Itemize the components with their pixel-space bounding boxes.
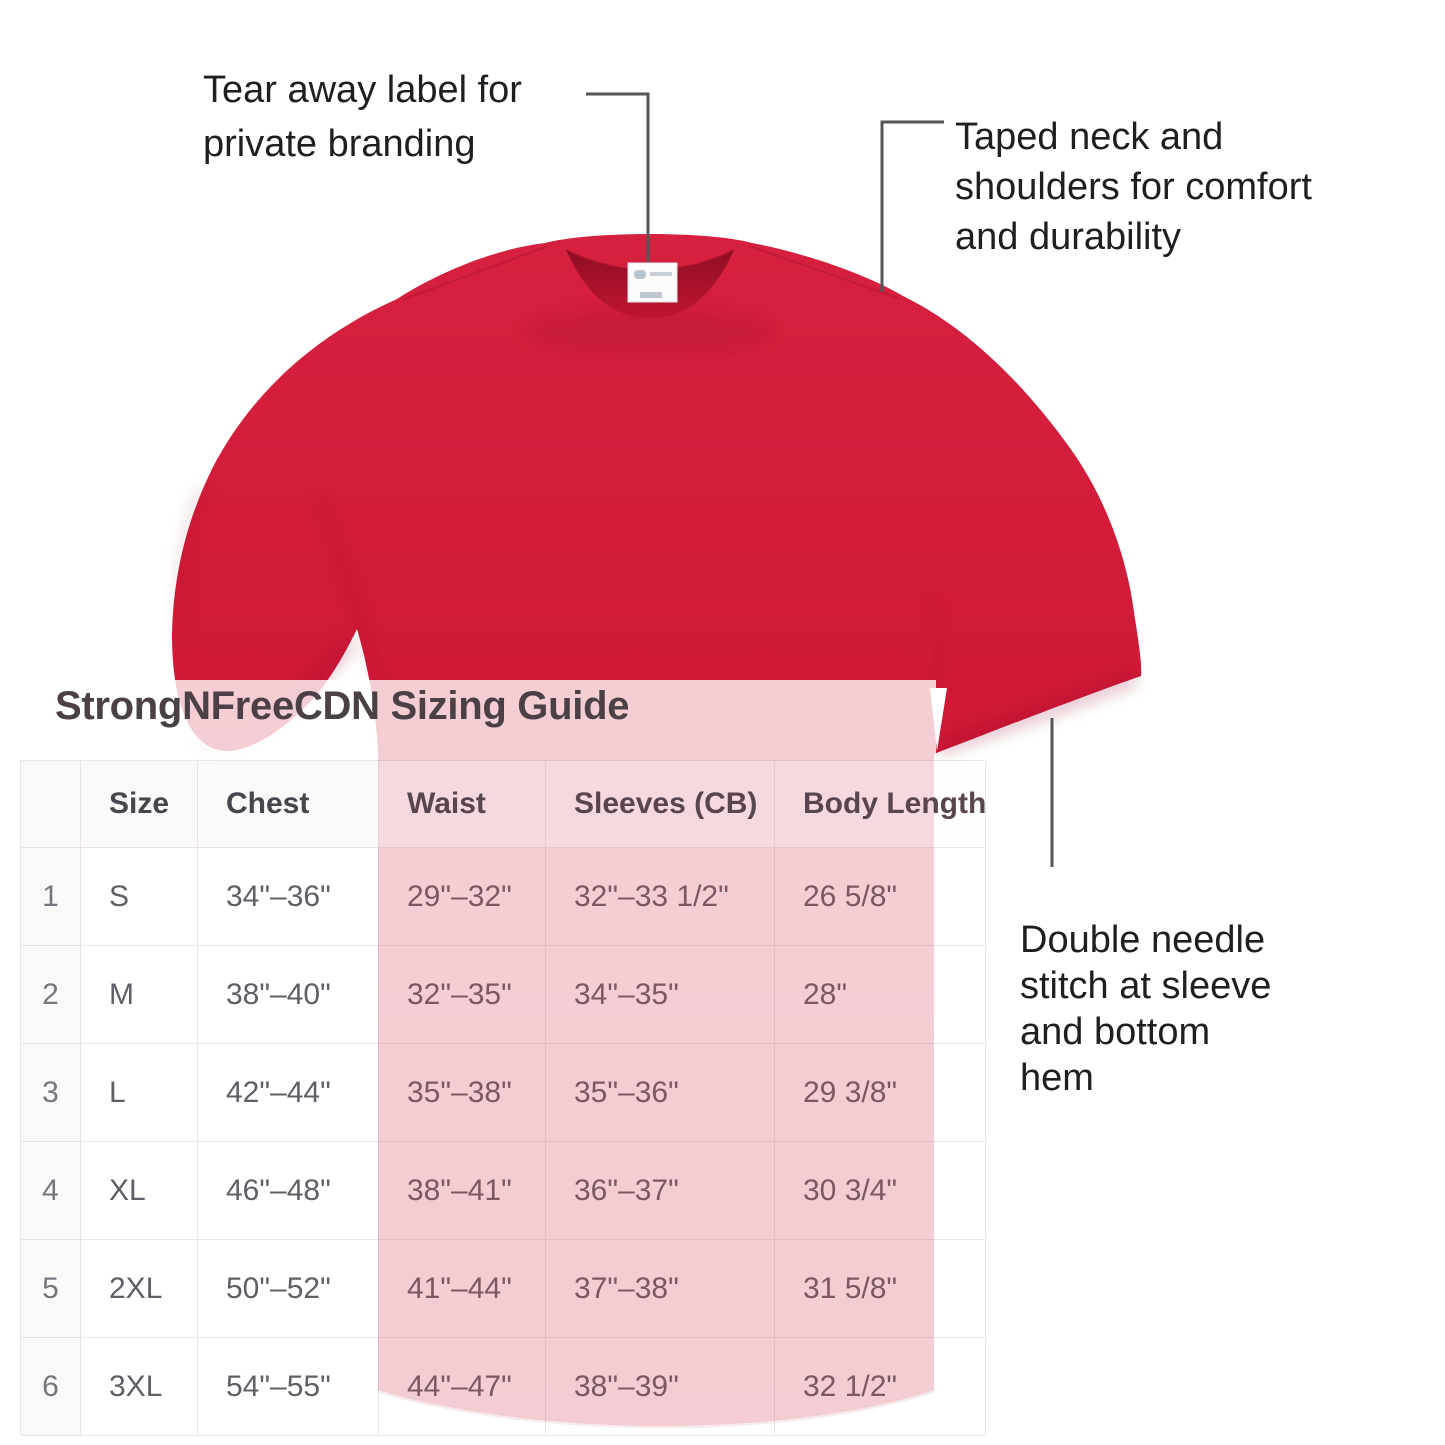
table-cell: 35"–36" [546, 1044, 775, 1142]
table-cell: 36"–37" [546, 1142, 775, 1240]
table-cell: 6 [21, 1338, 81, 1436]
table-cell: 3 [21, 1044, 81, 1142]
table-cell: M [81, 946, 198, 1044]
table-cell: 44"–47" [379, 1338, 546, 1436]
callout-line: stitch at sleeve [1020, 965, 1272, 1007]
callout-line: and durability [955, 216, 1182, 258]
table-cell: 38"–39" [546, 1338, 775, 1436]
callout-line: Double needle [1020, 919, 1266, 961]
table-cell: 4 [21, 1142, 81, 1240]
table-cell: 30 3/4" [775, 1142, 986, 1240]
table-cell: 2 [21, 946, 81, 1044]
callout-tear-away-label [203, 63, 522, 171]
callout-line: Taped neck and [955, 116, 1224, 158]
table-cell: 3XL [81, 1338, 198, 1436]
callout-double-needle [1020, 917, 1271, 1101]
table-cell: 35"–38" [379, 1044, 546, 1142]
table-cell: 38"–41" [379, 1142, 546, 1240]
table-cell: 29 3/8" [775, 1044, 986, 1142]
callout-line: hem [1020, 1057, 1094, 1099]
table-cell: 42"–44" [198, 1044, 379, 1142]
table-cell: 5 [21, 1240, 81, 1338]
table-cell: 29"–32" [379, 848, 546, 946]
table-cell: XL [81, 1142, 198, 1240]
table-cell: 46"–48" [198, 1142, 379, 1240]
table-cell: 31 5/8" [775, 1240, 986, 1338]
header-cell: Sleeves (CB) [546, 761, 775, 848]
table-cell: 54"–55" [198, 1338, 379, 1436]
sizing-guide-title: StrongNFreeCDN Sizing Guide [55, 684, 630, 728]
callout-line: shoulders for comfort [955, 166, 1312, 208]
callout-line: Tear away label for [203, 69, 522, 111]
table-cell: 28" [775, 946, 986, 1044]
table-cell: 1 [21, 848, 81, 946]
table-cell: 2XL [81, 1240, 198, 1338]
table-cell: 32"–35" [379, 946, 546, 1044]
table-cell: 38"–40" [198, 946, 379, 1044]
header-cell: Size [81, 761, 198, 848]
sizing-table [20, 760, 985, 1435]
header-cell: Waist [379, 761, 546, 848]
neck-label-tag [628, 263, 677, 302]
table-cell: 34"–36" [198, 848, 379, 946]
table-cell: 50"–52" [198, 1240, 379, 1338]
table-cell: L [81, 1044, 198, 1142]
table-cell: 32"–33 1/2" [546, 848, 775, 946]
table-cell: 26 5/8" [775, 848, 986, 946]
callout-taped-neck [955, 112, 1312, 262]
header-cell [21, 761, 81, 848]
header-cell: Body Length [775, 761, 986, 848]
table-cell: S [81, 848, 198, 946]
table-cell: 41"–44" [379, 1240, 546, 1338]
table-cell: 32 1/2" [775, 1338, 986, 1436]
callout-line: private branding [203, 123, 476, 165]
leader-line-neck [882, 122, 944, 292]
table-cell: 37"–38" [546, 1240, 775, 1338]
callout-line: and bottom [1020, 1011, 1211, 1053]
table-cell: 34"–35" [546, 946, 775, 1044]
header-cell: Chest [198, 761, 379, 848]
